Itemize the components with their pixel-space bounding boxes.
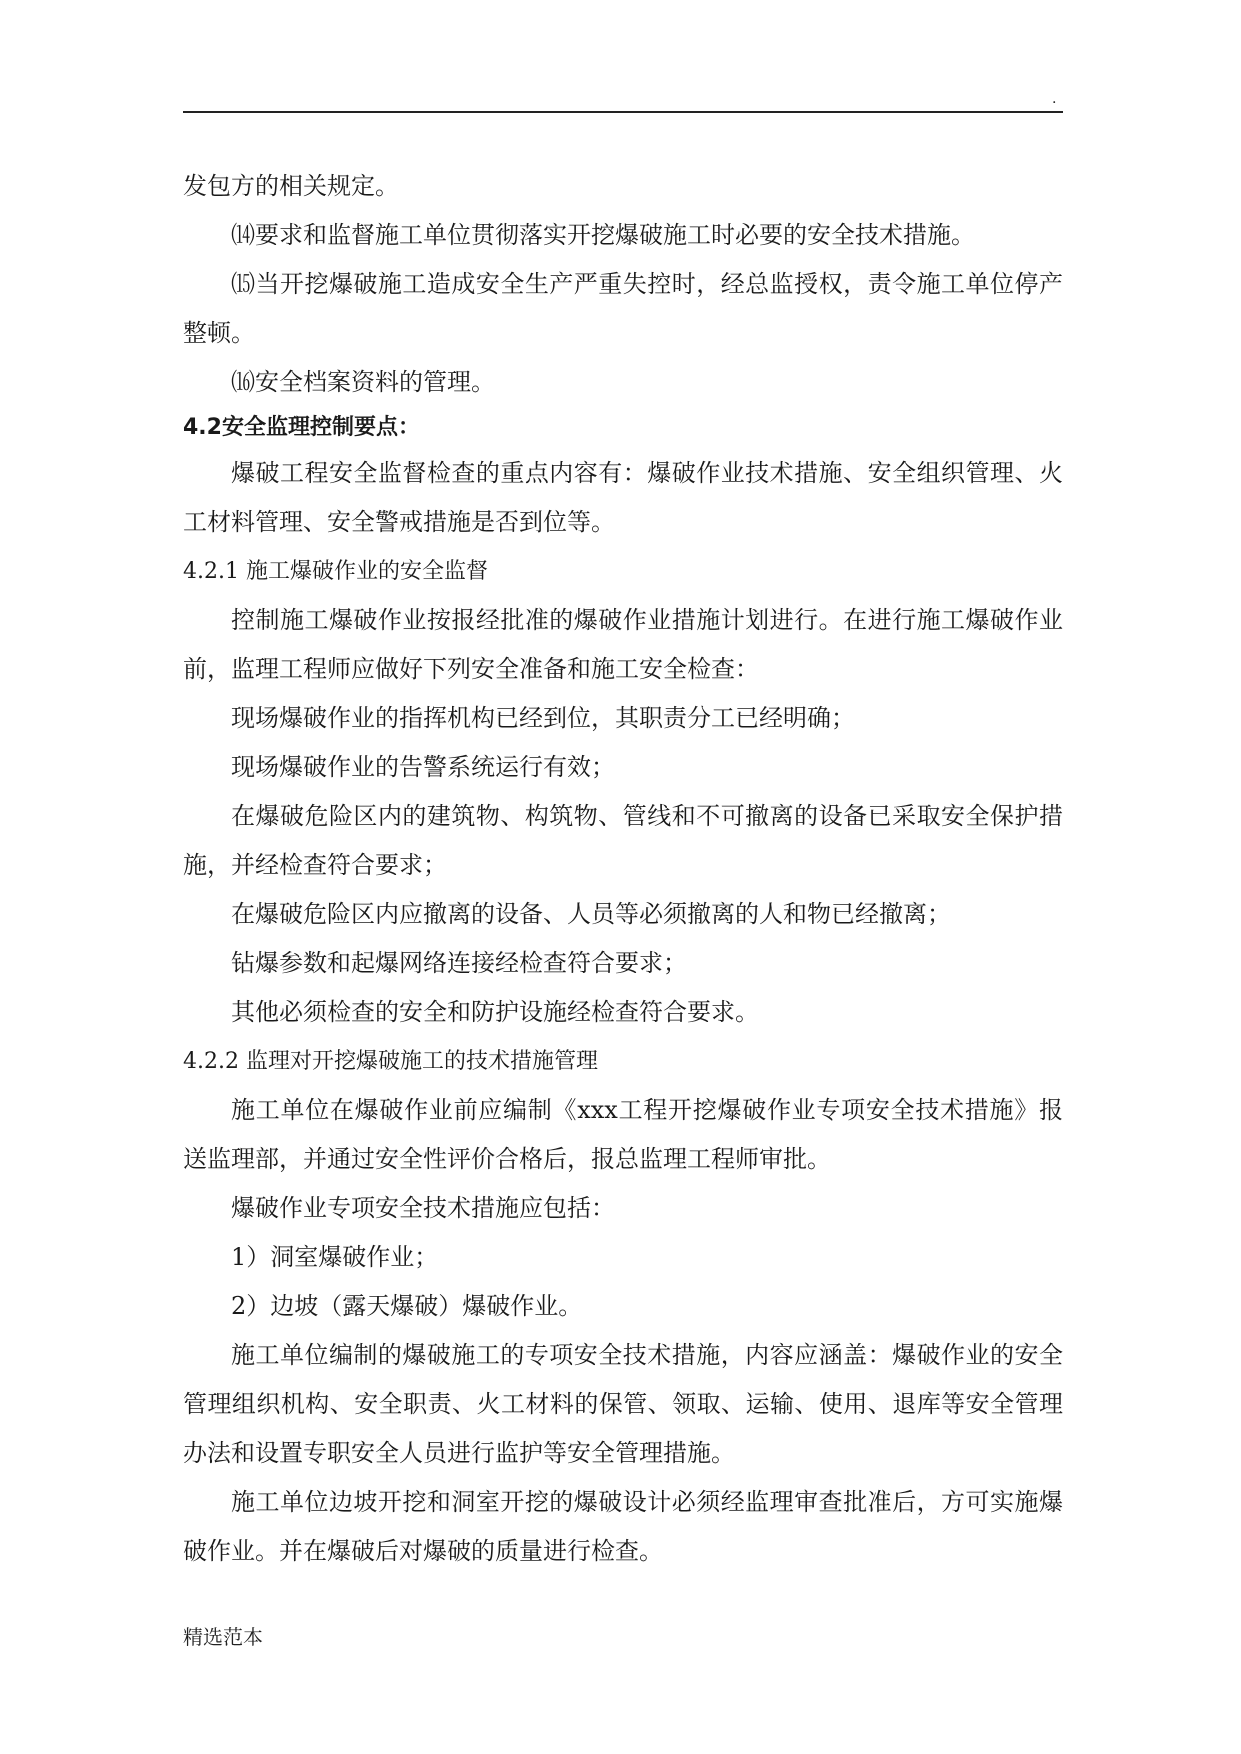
section-heading-4-2-2: 4.2.2 监理对开挖爆破施工的技术措施管理: [183, 1049, 598, 1074]
header-rule: [183, 111, 1063, 113]
section-heading-4-2: 4.2安全监理控制要点：: [183, 415, 420, 440]
check-item-evacuation: 在爆破危险区内应撤离的设备、人员等必须撤离的人和物已经撤离；: [231, 900, 951, 928]
list-item-15: ⒂当开挖爆破施工造成安全生产严重失控时，经总监授权，责令施工单位停产整顿。: [183, 270, 1063, 347]
paragraph-contract-rules: 发包方的相关规定。: [183, 172, 399, 200]
check-item-protection: 在爆破危险区内的建筑物、构筑物、管线和不可撤离的设备已采取安全保护措施，并经检查符合要求；: [183, 802, 1063, 879]
list-item-14: ⒁要求和监督施工单位贯彻落实开挖爆破施工时必要的安全技术措施。: [231, 221, 975, 249]
document-body: [183, 162, 1063, 1576]
list-item-16: ⒃安全档案资料的管理。: [231, 368, 495, 396]
paragraph-design-approval: 施工单位边坡开挖和洞室开挖的爆破设计必须经监理审查批准后，方可实施爆破作业。并在爆破后对爆破的质量进行检查。: [183, 1488, 1063, 1565]
section-heading-4-2-1: 4.2.1 施工爆破作业的安全监督: [183, 559, 488, 584]
list-item-slope: 2）边坡（露天爆破）爆破作业。: [231, 1292, 583, 1320]
paragraph-inspection-focus: 爆破工程安全监督检查的重点内容有：爆破作业技术措施、安全组织管理、火工材料管理、安全警戒措施是否到位等。: [183, 459, 1063, 536]
check-item-parameters: 钻爆参数和起爆网络连接经检查符合要求；: [231, 949, 687, 977]
list-item-cavern: 1）洞室爆破作业；: [231, 1243, 439, 1271]
footer-label: 精选范本: [183, 1625, 263, 1649]
paragraph-measures-content: 施工单位编制的爆破施工的专项安全技术措施，内容应涵盖：爆破作业的安全管理组织机构、安全职责、火工材料的保管、领取、运输、使用、退库等安全管理办法和设置专职安全人员进行监护等安全管理措施。: [183, 1341, 1063, 1467]
paragraph-special-measures: 施工单位在爆破作业前应编制《xxx工程开挖爆破作业专项安全技术措施》报送监理部，并通过安全性评价合格后，报总监理工程师审批。: [183, 1096, 1063, 1173]
paragraph-blasting-control: 控制施工爆破作业按报经批准的爆破作业措施计划进行。在进行施工爆破作业前，监理工程师应做好下列安全准备和施工安全检查：: [183, 606, 1063, 683]
check-item-alarm: 现场爆破作业的告警系统运行有效；: [231, 753, 615, 781]
check-item-command: 现场爆破作业的指挥机构已经到位，其职责分工已经明确；: [231, 704, 855, 732]
paragraph-measures-include: 爆破作业专项安全技术措施应包括：: [231, 1194, 615, 1222]
check-item-other: 其他必须检查的安全和防护设施经检查符合要求。: [231, 998, 759, 1026]
header-mark: .: [1052, 91, 1057, 107]
